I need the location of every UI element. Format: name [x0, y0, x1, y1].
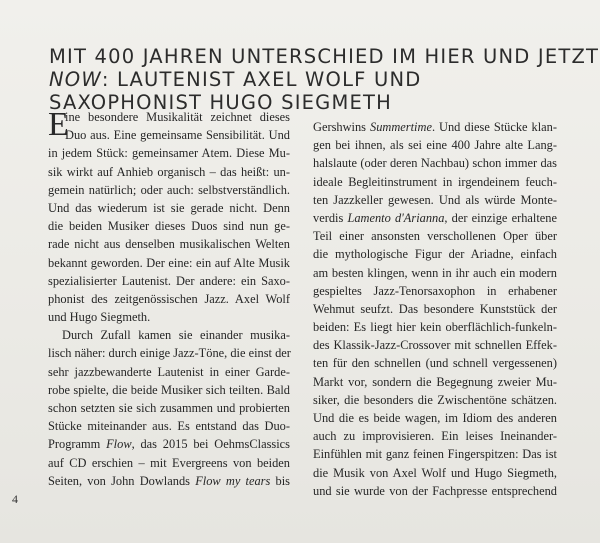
- text-line: die beiden Musiker dieses Duos sind nun ge-: [48, 219, 290, 234]
- album-title-flow: Flow: [106, 437, 132, 452]
- text-line: [48, 472, 290, 490]
- text-line: robe spielte, die beide Musiker sich teilten. Bald: [48, 382, 290, 397]
- text-line: bekannt geworden. Der eine: ein auf Alte Musik: [48, 255, 290, 270]
- work-title-lamento: Lamento d'Arianna: [347, 210, 445, 225]
- text-segment: Seiten, von John Dowlands: [48, 473, 196, 488]
- text-line: beiden: Es liegt hier kein oberflächlich-funkeln-: [313, 320, 557, 335]
- song-title-flow-my-tears: Flow my tears: [195, 473, 271, 488]
- text-line: die mythologische Figur der Ariadne, einfach: [313, 247, 557, 262]
- text-line: Stücke miteinander aus. Es entstand das Duo-: [48, 419, 290, 434]
- text-line: Teil einer ansonsten verschollenen Oper über: [313, 229, 557, 244]
- text-line: gemein natürlich; oder auch: selbstverständlich.: [48, 182, 290, 197]
- text-segment: Programm: [48, 437, 107, 452]
- heading-line-2: [49, 68, 589, 91]
- text-column-left: [48, 108, 290, 490]
- page-number: 4: [12, 492, 18, 506]
- text-line: ten Jazzkeller gewesen. Und als würde Monte-: [313, 192, 557, 207]
- text-line: rade nicht aus denselben musikalischen Welten: [48, 237, 290, 252]
- text-line: sehr jazzbewanderte Lautenist in einer Garde-: [48, 364, 290, 379]
- text-column-right: [313, 118, 557, 500]
- text-line: Einfühlen mit ganz feinen Fingerspitzen: Das ist: [313, 447, 557, 462]
- text-line: [48, 435, 290, 453]
- text-segment: , der einzige erhaltene: [444, 210, 557, 225]
- text-line: spezialisierter Lautenist. Der andere: ein Saxo-: [48, 273, 290, 288]
- text-line: Und die es beide wagen, im Idiom des anderen: [313, 411, 557, 425]
- text-segment: , das 2015 bei OehmsClassics: [131, 437, 290, 452]
- text-line: ine besondere Musikalität zeichnet dieses: [65, 110, 290, 124]
- heading-line-3: SAXOPHONIST HUGO SIEGMETH: [49, 91, 393, 115]
- text-line: siker, die besonders die Zwischentöne schätzen.: [313, 392, 557, 407]
- text-line: die Musik von Axel Wolf und Hugo Siegmeth,: [313, 465, 557, 480]
- text-line: [313, 118, 557, 136]
- text-segment: Gershwins: [313, 120, 370, 134]
- text-segment: verdis: [313, 210, 348, 225]
- text-line: auch zu improvisieren. Ein leises Ineinander-: [313, 429, 557, 444]
- text-line: Durch Zufall kamen sie einander musika-: [62, 328, 290, 343]
- text-line: lisch näher: durch einige Jazz-Töne, die einst der: [48, 346, 291, 361]
- text-line: ideale Begleitinstrument in irgendeinem feuch-: [313, 174, 557, 189]
- text-line: phonist des zeitgenössischen Jazz. Axel Wolf: [48, 291, 290, 306]
- heading-line-1: MIT 400 JAHREN UNTERSCHIED IM HIER UND JETZT: [49, 45, 600, 69]
- text-line: des Klassik-Jazz-Crossover mit schnellen Effek-: [313, 338, 557, 353]
- text-line: auf CD erschien – mit Evergreens von beiden: [48, 455, 290, 470]
- text-segment: . Und diese Stücke klan-: [431, 120, 557, 134]
- text-line: Duo aus. Eine gemeinsame Sensibilität. Und: [65, 128, 290, 143]
- text-line: Wehmut seufzt. Das besondere Kunststück der: [313, 301, 557, 316]
- heading-line-2-rest: : LAUTENIST AXEL WOLF UND: [101, 68, 422, 92]
- text-line: Und das wiederum ist sie gerade nicht. Denn: [48, 200, 290, 215]
- text-line: und sie wurde von der Fachpresse entsprechend: [313, 483, 557, 498]
- song-title-summertime: Summertime: [370, 120, 432, 134]
- text-line: und Hugo Siegmeth.: [48, 310, 151, 325]
- text-line: Markt vor, sondern die Begegnung zweier Mu-: [313, 374, 557, 389]
- drop-cap: E: [48, 106, 69, 143]
- text-line: am besten klingen, wenn in ihr auch ein modern: [313, 265, 557, 280]
- text-line: gen bei ihnen, als sei eine 400 Jahre alte Lang-: [313, 138, 557, 153]
- text-line: sik wirkt auf Anhieb organisch – das heißt: un-: [48, 164, 290, 179]
- text-line: schon setzten sie sich zusammen und probierten: [48, 401, 290, 415]
- text-line: gespieltes Jazz-Tenorsaxophon in erhabener: [313, 283, 557, 298]
- text-line: in jedem Stück: gemeinsamer Atem. Diese Mu-: [48, 146, 290, 161]
- text-line: halslaute (oder deren Nachbau) schon immer das: [313, 156, 557, 171]
- article-heading: [49, 45, 600, 115]
- text-segment: bis: [270, 473, 291, 488]
- text-line: ten für den schnellen (und schnell vergessenen): [313, 356, 557, 371]
- text-line: [313, 209, 557, 227]
- heading-now: NOW: [49, 68, 102, 92]
